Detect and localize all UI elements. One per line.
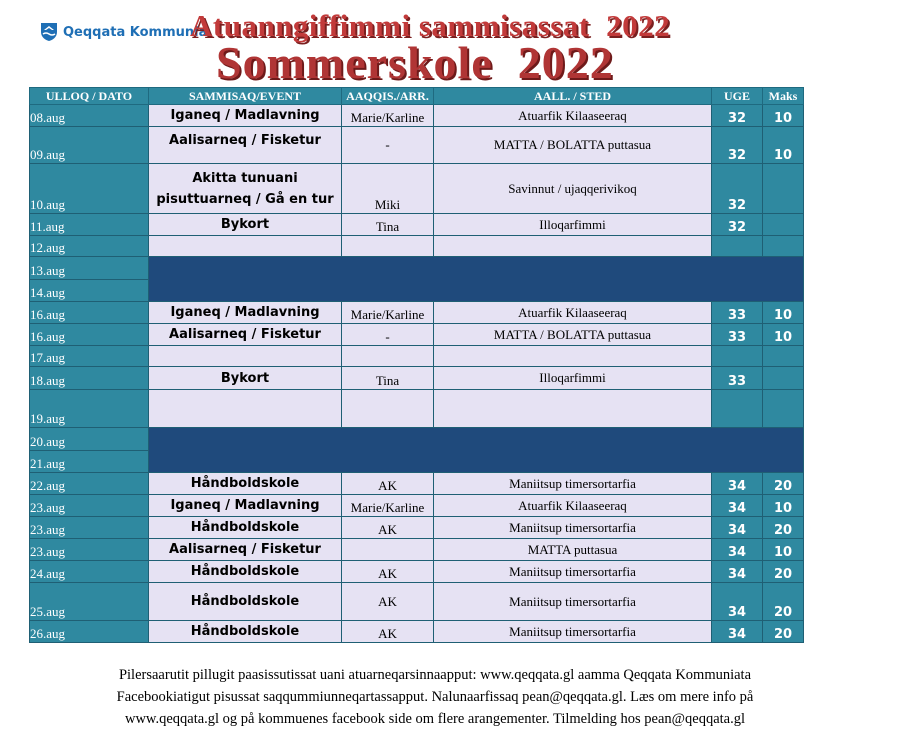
week-cell: 34 (712, 539, 763, 561)
table-row (30, 324, 804, 346)
max-cell: 20 (763, 517, 804, 539)
event-cell: Håndboldskole (149, 517, 342, 539)
place-cell: Maniitsup timersortarfia (434, 561, 712, 583)
table-row-closed (30, 257, 804, 280)
place-cell: Atuarfik Kilaaseeraq (434, 105, 712, 127)
date-cell: 09.aug (30, 127, 149, 164)
place-cell (434, 346, 712, 367)
arranger-cell: Miki (342, 164, 434, 214)
max-cell (763, 164, 804, 214)
municipality-crest-icon (40, 22, 58, 42)
column-header-week: UGE (712, 88, 763, 105)
event-cell: Håndboldskole (149, 473, 342, 495)
place-cell: Atuarfik Kilaaseeraq (434, 302, 712, 324)
footer-line: Pilersaarutit pillugit paasissutissat uani atuarneqarsinnaapput: www.qeqqata.gl aamma Qeqqata Kommuniata (118, 667, 752, 683)
max-cell: 20 (763, 561, 804, 583)
arranger-cell: Marie/Karline (342, 495, 434, 517)
date-cell: 23.aug (30, 517, 149, 539)
date-cell: 18.aug (30, 367, 149, 390)
week-cell: 34 (712, 517, 763, 539)
arranger-cell: - (342, 127, 434, 164)
week-cell: 34 (712, 473, 763, 495)
date-cell: 26.aug (30, 621, 149, 643)
date-cell: 24.aug (30, 561, 149, 583)
table-row (30, 236, 804, 257)
event-cell (149, 346, 342, 367)
table-row (30, 621, 804, 643)
arranger-cell (342, 346, 434, 367)
date-cell: 11.aug (30, 214, 149, 236)
column-header-event: SAMMISAQ/EVENT (149, 88, 342, 105)
arranger-cell: AK (342, 561, 434, 583)
table-row (30, 473, 804, 495)
arranger-cell (342, 539, 434, 561)
column-header-arranger: AAQQIS./ARR. (342, 88, 434, 105)
date-cell: 12.aug (30, 236, 149, 257)
event-cell: Håndboldskole (149, 583, 342, 621)
arranger-cell: AK (342, 621, 434, 643)
table-header-row (30, 88, 804, 105)
column-header-place: AALL. / STED (434, 88, 712, 105)
arranger-cell: Tina (342, 367, 434, 390)
date-cell: 21.aug (30, 451, 149, 473)
arranger-cell (342, 236, 434, 257)
place-cell: Atuarfik Kilaaseeraq (434, 495, 712, 517)
week-cell: 33 (712, 302, 763, 324)
event-cell: Håndboldskole (149, 621, 342, 643)
week-cell: 32 (712, 214, 763, 236)
arranger-cell: Marie/Karline (342, 302, 434, 324)
max-cell: 10 (763, 324, 804, 346)
arranger-cell: AK (342, 473, 434, 495)
date-cell: 16.aug (30, 324, 149, 346)
max-cell: 10 (763, 302, 804, 324)
date-cell: 19.aug (30, 390, 149, 428)
event-cell: Aalisarneq / Fisketur (149, 324, 342, 346)
table-row (30, 105, 804, 127)
max-cell: 10 (763, 105, 804, 127)
week-cell: 32 (712, 105, 763, 127)
place-cell: Maniitsup timersortarfia (434, 621, 712, 643)
place-cell: MATTA / BOLATTA puttasua (434, 324, 712, 346)
place-cell: Illoqarfimmi (434, 367, 712, 390)
week-cell: 33 (712, 324, 763, 346)
footer-line: www.qeqqata.gl og på kommuenes facebook side om flere arangementer. Tilmelding hos pean@qeqqata.gl (124, 711, 746, 727)
max-cell: 10 (763, 495, 804, 517)
footer-info (40, 664, 830, 730)
max-cell (763, 346, 804, 367)
max-cell: 20 (763, 621, 804, 643)
table-row (30, 302, 804, 324)
event-cell (149, 390, 342, 428)
week-cell (712, 390, 763, 428)
place-cell: Maniitsup timersortarfia (434, 517, 712, 539)
event-cell (149, 236, 342, 257)
date-cell: 16.aug (30, 302, 149, 324)
week-cell: 34 (712, 583, 763, 621)
column-header-date: ULLOQ / DATO (30, 88, 149, 105)
arranger-cell: AK (342, 517, 434, 539)
week-cell: 34 (712, 561, 763, 583)
logo-text: Qeqqata Kommunia (63, 24, 208, 40)
date-cell: 13.aug (30, 257, 149, 280)
date-cell: 22.aug (30, 473, 149, 495)
event-cell: Håndboldskole (149, 561, 342, 583)
week-cell (712, 346, 763, 367)
place-cell: Maniitsup timersortarfia (434, 583, 712, 621)
event-cell: Iganeq / Madlavning (149, 302, 342, 324)
date-cell: 23.aug (30, 539, 149, 561)
table-row (30, 367, 804, 390)
table-row-closed (30, 428, 804, 451)
week-cell: 32 (712, 127, 763, 164)
max-cell: 10 (763, 539, 804, 561)
title-greenlandic: Atuanngiffimmi sammisassat 2022 (190, 8, 671, 43)
table-row (30, 495, 804, 517)
event-cell: Bykort (149, 367, 342, 390)
max-cell (763, 214, 804, 236)
event-cell: Bykort (149, 214, 342, 236)
footer-line: Facebookiatigut pisussat saqqummiunneqartassapput. Nalunaarfissaq pean@qeqqata.gl. Læs om mere info på (116, 689, 754, 705)
place-cell: Illoqarfimmi (434, 214, 712, 236)
max-cell (763, 390, 804, 428)
closed-weekend-block (149, 257, 804, 302)
date-cell: 20.aug (30, 428, 149, 451)
arranger-cell: Tina (342, 214, 434, 236)
table-row (30, 164, 804, 214)
event-cell: Akitta tunuani pisuttuarneq / Gå en tur (149, 164, 342, 214)
max-cell (763, 236, 804, 257)
week-cell (712, 236, 763, 257)
arranger-cell: AK (342, 583, 434, 621)
table-row (30, 539, 804, 561)
max-cell: 10 (763, 127, 804, 164)
place-cell (434, 390, 712, 428)
event-cell: Iganeq / Madlavning (149, 105, 342, 127)
table-row (30, 390, 804, 428)
max-cell: 20 (763, 473, 804, 495)
place-cell: Savinnut / ujaqqerivikoq (434, 164, 712, 214)
max-cell (763, 367, 804, 390)
week-cell: 32 (712, 164, 763, 214)
event-cell: Aalisarneq / Fisketur (149, 539, 342, 561)
table-row (30, 346, 804, 367)
event-cell: Iganeq / Madlavning (149, 495, 342, 517)
week-cell: 34 (712, 495, 763, 517)
week-cell: 33 (712, 367, 763, 390)
date-cell: 25.aug (30, 583, 149, 621)
arranger-cell (342, 390, 434, 428)
place-cell: MATTA puttasua (434, 539, 712, 561)
date-cell: 17.aug (30, 346, 149, 367)
schedule-table (29, 87, 804, 643)
event-cell: Aalisarneq / Fisketur (149, 127, 342, 164)
place-cell (434, 236, 712, 257)
date-cell: 14.aug (30, 280, 149, 302)
date-cell: 08.aug (30, 105, 149, 127)
table-row (30, 583, 804, 621)
table-row (30, 561, 804, 583)
table-row (30, 214, 804, 236)
date-cell: 23.aug (30, 495, 149, 517)
date-cell: 10.aug (30, 164, 149, 214)
table-row (30, 517, 804, 539)
max-cell: 20 (763, 583, 804, 621)
place-cell: Maniitsup timersortarfia (434, 473, 712, 495)
table-row (30, 127, 804, 164)
column-header-max: Maks (763, 88, 804, 105)
week-cell: 34 (712, 621, 763, 643)
logo (40, 22, 207, 42)
arranger-cell: - (342, 324, 434, 346)
arranger-cell: Marie/Karline (342, 105, 434, 127)
title-danish: Sommerskole 2022 (216, 37, 614, 88)
place-cell: MATTA / BOLATTA puttasua (434, 127, 712, 164)
closed-weekend-block (149, 428, 804, 473)
